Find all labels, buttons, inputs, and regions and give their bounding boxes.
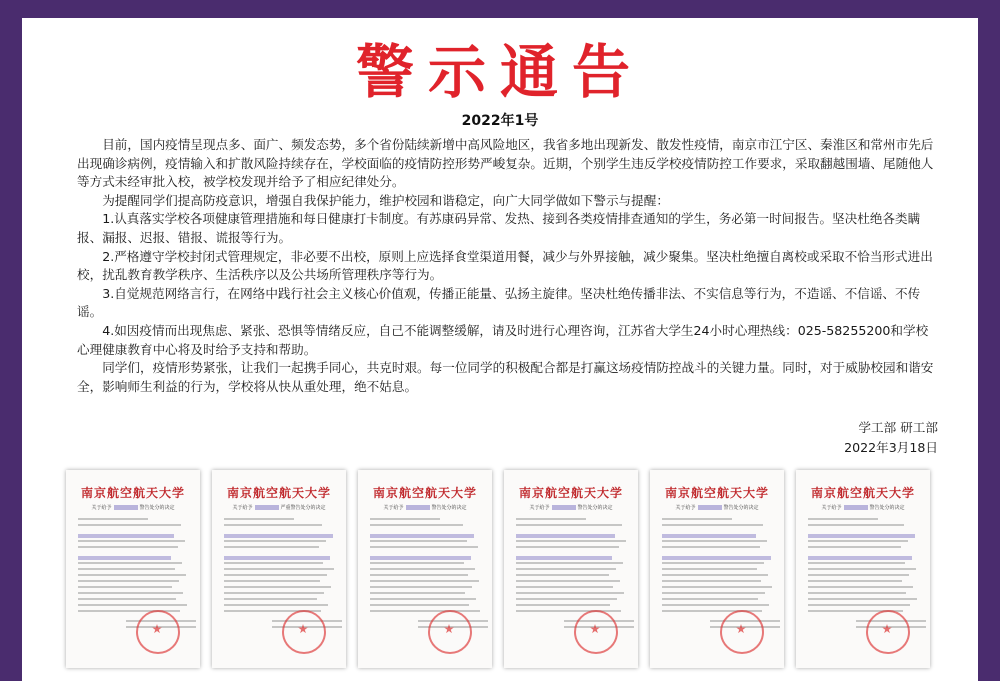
document-text-line bbox=[662, 574, 768, 576]
disciplinary-document bbox=[796, 470, 930, 668]
redacted-line bbox=[370, 556, 471, 560]
document-text-line bbox=[78, 580, 179, 582]
document-text-line bbox=[224, 540, 326, 542]
document-text-line bbox=[224, 604, 328, 606]
document-text-line bbox=[224, 562, 323, 564]
document-text-line bbox=[370, 598, 476, 600]
document-subtitle-prefix: 关于给予 bbox=[232, 505, 253, 511]
document-text-line bbox=[224, 546, 319, 548]
document-text-line bbox=[516, 562, 623, 564]
document-subtitle-suffix: 警告处分的决定 bbox=[431, 505, 467, 511]
document-text-line bbox=[224, 574, 327, 576]
document-text-line bbox=[516, 598, 617, 600]
document-subtitle bbox=[66, 504, 200, 511]
document-text-line bbox=[808, 568, 916, 570]
document-subtitle-prefix: 关于给予 bbox=[529, 505, 550, 511]
document-text-line bbox=[808, 546, 901, 548]
official-seal bbox=[866, 610, 910, 654]
disciplinary-document bbox=[650, 470, 784, 668]
document-subtitle-prefix: 关于给予 bbox=[675, 505, 696, 511]
document-text-line bbox=[808, 598, 917, 600]
redacted-name bbox=[114, 505, 138, 510]
document-university-name: 南京航空航天大学 bbox=[372, 486, 477, 500]
notice-board bbox=[22, 18, 978, 681]
document-text-line bbox=[224, 586, 331, 588]
paragraph-intro: 目前，国内疫情呈现点多、面广、频发态势，多个省份陆续新增中高风险地区，我省多地出现新发、散发性疫情，南京市江宁区、秦淮区和常州市先后出现确诊病例，疫情输入和扩散风险持续存在，学校面临的疫情防控形势严峻复杂。近期，个别学生违反学校疫情防控工作要求，采取翻越围墙、尾随他人等方式未经审批入校，被学校发现并给予了相应纪律处分。 bbox=[77, 137, 934, 190]
disciplinary-document bbox=[358, 470, 492, 668]
document-text-line bbox=[370, 574, 468, 576]
document-text-line bbox=[808, 580, 902, 582]
redacted-line bbox=[370, 534, 474, 538]
document-text-line bbox=[224, 568, 334, 570]
document-university-name: 南京航空航天大学 bbox=[664, 486, 769, 500]
document-subtitle-suffix: 严重警告处分的决定 bbox=[280, 505, 326, 511]
document-text-line bbox=[662, 524, 763, 526]
document-text-line bbox=[516, 546, 619, 548]
document-text-line bbox=[78, 568, 175, 570]
document-text-line bbox=[662, 598, 758, 600]
redacted-line bbox=[662, 534, 756, 538]
document-subtitle bbox=[212, 504, 346, 511]
document-subtitle-suffix: 警告处分的决定 bbox=[577, 505, 613, 511]
document-text-line bbox=[516, 574, 609, 576]
document-university-name: 南京航空航天大学 bbox=[810, 486, 915, 500]
signature-block bbox=[844, 418, 938, 458]
document-subtitle bbox=[358, 504, 492, 511]
document-text-line bbox=[78, 562, 182, 564]
document-university-name: 南京航空航天大学 bbox=[226, 486, 331, 500]
document-subtitle-prefix: 关于给予 bbox=[821, 505, 842, 511]
document-text-line bbox=[78, 592, 183, 594]
redacted-line bbox=[808, 556, 912, 560]
document-subtitle-suffix: 警告处分的决定 bbox=[139, 505, 175, 511]
document-text-line bbox=[224, 524, 322, 526]
document-text-line bbox=[516, 580, 620, 582]
document-text-line bbox=[224, 518, 294, 520]
document-text-line bbox=[662, 592, 765, 594]
document-text-line bbox=[516, 540, 626, 542]
paragraph-reminder: 为提醒同学们提高防疫意识，增强自我保护能力，维护校园和谐稳定，向广大同学做如下警示与提醒： bbox=[102, 192, 669, 208]
document-text-line bbox=[78, 574, 186, 576]
document-text-line bbox=[808, 586, 913, 588]
document-subtitle bbox=[796, 504, 930, 511]
document-text-line bbox=[370, 546, 478, 548]
document-text-line bbox=[662, 586, 772, 588]
document-text-line bbox=[224, 580, 320, 582]
redacted-name bbox=[698, 505, 722, 510]
redacted-line bbox=[78, 556, 171, 560]
disciplinary-document bbox=[212, 470, 346, 668]
document-subtitle bbox=[504, 504, 638, 511]
signature-departments: 学工部 研工部 bbox=[858, 420, 938, 435]
notice-number: 2022年1号 bbox=[461, 113, 539, 129]
signature-date: 2022年3月18日 bbox=[844, 440, 938, 455]
document-subtitle-prefix: 关于给予 bbox=[91, 505, 112, 511]
document-text-line bbox=[662, 562, 764, 564]
document-text-line bbox=[516, 568, 616, 570]
document-text-line bbox=[224, 598, 317, 600]
redacted-name bbox=[844, 505, 868, 510]
document-text-line bbox=[78, 546, 178, 548]
document-text-line bbox=[662, 568, 757, 570]
redacted-name bbox=[406, 505, 430, 510]
redacted-line bbox=[224, 556, 330, 560]
document-text-line bbox=[78, 604, 187, 606]
document-text-line bbox=[78, 518, 148, 520]
document-text-line bbox=[370, 518, 440, 520]
document-text-line bbox=[370, 540, 467, 542]
document-text-line bbox=[370, 562, 464, 564]
document-text-line bbox=[808, 592, 906, 594]
official-seal bbox=[428, 610, 472, 654]
disciplinary-document bbox=[66, 470, 200, 668]
document-text-line bbox=[662, 518, 732, 520]
redacted-name bbox=[255, 505, 279, 510]
paragraph-item-1: 1.认真落实学校各项健康管理措施和每日健康打卡制度。有苏康码异常、发热、接到各类疫情排查通知的学生，务必第一时间报告。坚决杜绝各类瞒报、漏报、迟报、错报、谎报等行为。 bbox=[77, 211, 921, 245]
notice-body bbox=[77, 136, 939, 396]
document-text-line bbox=[224, 592, 324, 594]
paragraph-item-2: 2.严格遵守学校封闭式管理规定，非必要不出校，原则上应选择食堂渠道用餐，减少与外界接触，减少聚集。坚决杜绝擅自离校或采取不恰当形式进出校，扰乱教育教学秩序、生活秩序以及公共场所管理秩序等行为。 bbox=[77, 248, 933, 283]
official-seal bbox=[136, 610, 180, 654]
redacted-line bbox=[516, 556, 612, 560]
redacted-line bbox=[808, 534, 915, 538]
document-text-line bbox=[370, 592, 465, 594]
document-subtitle-suffix: 警告处分的决定 bbox=[723, 505, 759, 511]
document-text-line bbox=[370, 524, 463, 526]
official-seal bbox=[282, 610, 326, 654]
redacted-line bbox=[516, 534, 615, 538]
official-seal bbox=[720, 610, 764, 654]
document-subtitle-suffix: 警告处分的决定 bbox=[869, 505, 905, 511]
paragraph-item-4: 4.如因疫情而出现焦虑、紧张、恐惧等情绪反应，自己不能调整缓解，请及时进行心理咨询，江苏省大学生24小时心理热线：025-58255200和学校心理健康教育中心将及时给予支持和帮助。 bbox=[77, 322, 929, 357]
document-text-line bbox=[516, 592, 624, 594]
document-text-line bbox=[808, 574, 909, 576]
redacted-name bbox=[552, 505, 576, 510]
document-text-line bbox=[662, 546, 760, 548]
document-text-line bbox=[808, 540, 908, 542]
document-text-line bbox=[370, 610, 480, 612]
disciplinary-document bbox=[504, 470, 638, 668]
document-text-line bbox=[78, 540, 185, 542]
document-text-line bbox=[370, 586, 472, 588]
document-text-line bbox=[516, 518, 586, 520]
document-text-line bbox=[370, 604, 469, 606]
document-subtitle-prefix: 关于给予 bbox=[383, 505, 404, 511]
document-university-name: 南京航空航天大学 bbox=[80, 486, 185, 500]
redacted-line bbox=[662, 556, 771, 560]
redacted-line bbox=[224, 534, 333, 538]
document-text-line bbox=[516, 604, 610, 606]
document-subtitle bbox=[650, 504, 784, 511]
document-text-line bbox=[78, 524, 181, 526]
document-text-line bbox=[516, 524, 622, 526]
document-text-line bbox=[662, 540, 767, 542]
document-text-line bbox=[370, 580, 479, 582]
official-seal bbox=[574, 610, 618, 654]
document-university-name: 南京航空航天大学 bbox=[518, 486, 623, 500]
redacted-line bbox=[78, 534, 174, 538]
document-text-line bbox=[808, 562, 905, 564]
document-text-line bbox=[78, 586, 172, 588]
document-text-line bbox=[662, 604, 769, 606]
document-text-line bbox=[808, 518, 878, 520]
document-text-line bbox=[808, 524, 904, 526]
document-text-line bbox=[370, 568, 475, 570]
document-text-line bbox=[78, 598, 176, 600]
disciplinary-documents bbox=[62, 470, 962, 680]
document-text-line bbox=[808, 604, 910, 606]
document-text-line bbox=[516, 586, 613, 588]
notice-title: 警示通告 bbox=[355, 38, 644, 106]
paragraph-item-3: 3.自觉规范网络言行，在网络中践行社会主义核心价值观，传播正能量、弘扬主旋律。坚决杜绝传播非法、不实信息等行为，不造谣、不信谣、不传谣。 bbox=[77, 285, 921, 320]
document-text-line bbox=[662, 580, 761, 582]
paragraph-closing: 同学们，疫情形势紧张，让我们一起携手同心，共克时艰。每一位同学的积极配合都是打赢这场疫情防控战斗的关键力量。同时，对于威胁校园和谐安全，影响师生利益的行为，学校将从快从重处理，绝不姑息。 bbox=[77, 360, 934, 394]
